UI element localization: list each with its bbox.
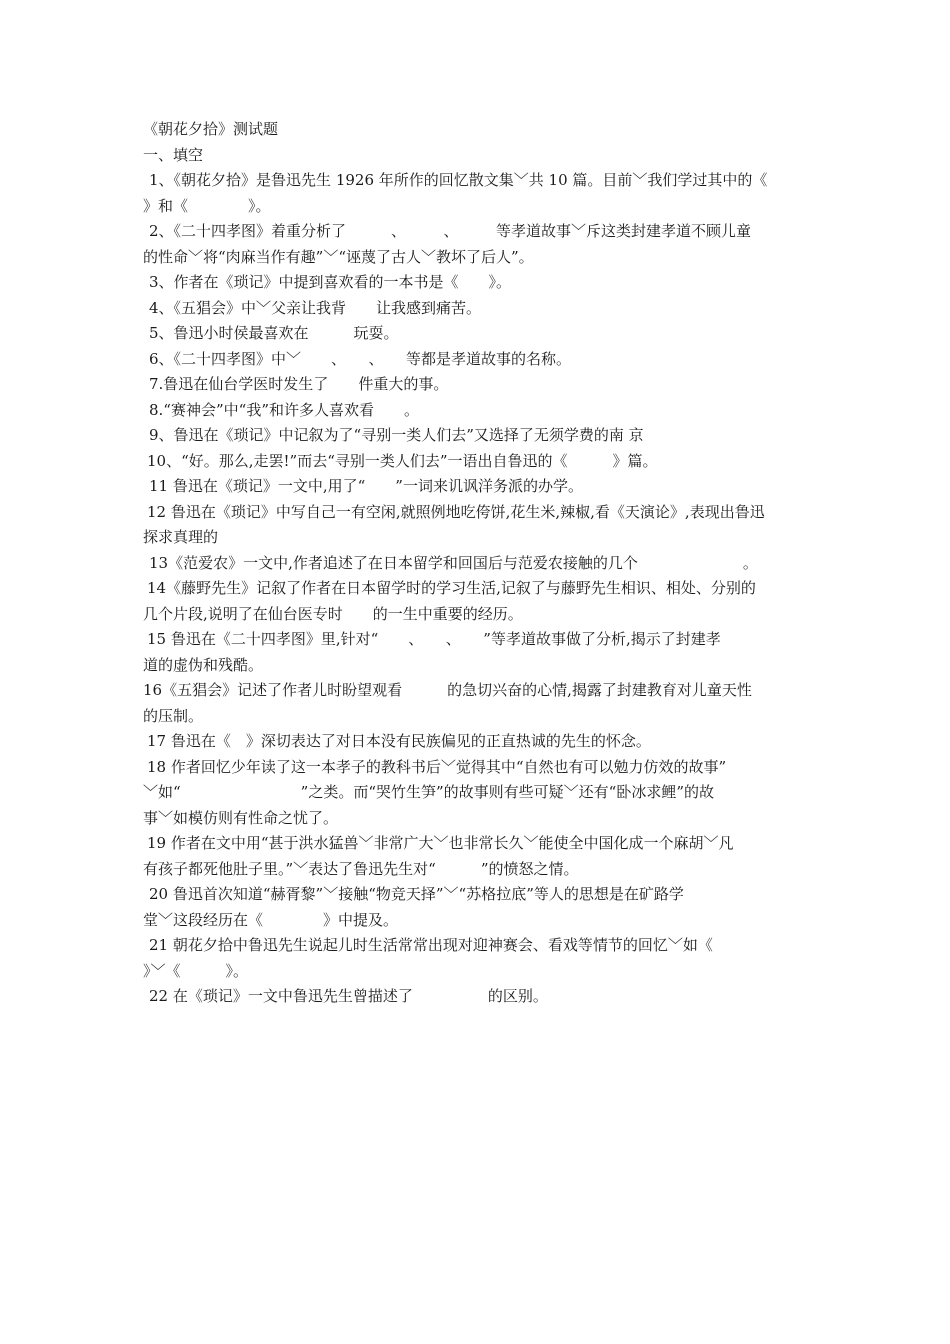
question-line: 探求真理的	[143, 528, 219, 546]
question-line: 的性命﹀将“肉麻当作有趣”﹀“诬蔑了古人﹀教坏了后人”。	[143, 247, 534, 266]
question-line: 》和《 》。	[143, 196, 271, 215]
question-15	[143, 627, 808, 678]
question-7: 7.鲁迅在仙台学医时发生了 件重大的事。	[149, 375, 449, 393]
question-4: 4、《五猖会》中﹀父亲让我背 让我感到痛苦。	[149, 298, 482, 317]
question-line: 的压制。	[143, 706, 204, 725]
question-line: 18 作者回忆少年读了这一本孝子的教科书后﹀觉得其中“自然也有可以勉力仿效的故事”	[147, 757, 727, 776]
question-9: 9、鲁迅在《琐记》中记叙为了“寻别一类人们去”又选择了无须学费的南 京	[149, 426, 644, 444]
question-18	[143, 755, 808, 832]
question-line: 2、《二十四孝图》着重分析了 、 、 等孝道故事﹀斥这类封建孝道不顾儿童	[149, 222, 752, 240]
question-10: 10、“好。那么,走罢!”而去“寻别一类人们去”一语出自鲁迅的《 》篇。	[147, 451, 658, 470]
question-2	[143, 219, 808, 270]
document-title: 《朝花夕拾》测试题	[143, 120, 279, 138]
question-22: 22 在《琐记》一文中鲁迅先生曾描述了 的区别。	[149, 987, 548, 1005]
question-line: 21 朝花夕拾中鲁迅先生说起儿时生活常常出现对迎神赛会、看戏等情节的回忆﹀如《	[149, 936, 713, 954]
question-17: 17 鲁迅在《 》深切表达了对日本没有民族偏见的正直热诚的先生的怀念。	[147, 732, 651, 750]
question-line: 15 鲁迅在《二十四孝图》里,针对“ 、 、 ”等孝道故事做了分析,揭示了封建孝	[147, 630, 721, 648]
question-13: 13《范爱农》一文中,作者追述了在日本留学和回国后与范爱农接触的几个 。	[149, 553, 758, 572]
question-3: 3、作者在《琐记》中提到喜欢看的一本书是《 》。	[149, 273, 512, 291]
question-line: 》﹀《 》。	[143, 961, 249, 980]
question-12	[143, 500, 808, 551]
question-line: 16《五猖会》记述了作者儿时盼望观看 的急切兴奋的心情,揭露了封建教育对儿童天性	[143, 681, 752, 699]
question-line: 有孩子都死他肚子里。”﹀表达了鲁迅先生对“ ”的愤怒之情。	[143, 859, 579, 878]
question-19	[143, 831, 808, 882]
question-line: 事﹀如模仿则有性命之忧了。	[143, 808, 339, 827]
question-line: ﹀如“ ”之类。而“哭竹生笋”的故事则有些可疑﹀还有“卧冰求鲤”的故	[143, 783, 715, 801]
question-line: 20 鲁迅首次知道“赫胥黎”﹀接触“物竞天择”﹀“苏格拉底”等人的思想是在矿路学	[149, 885, 684, 903]
question-8: 8.“赛神会”中“我”和许多人喜欢看 。	[149, 400, 419, 419]
question-line: 1、《朝花夕拾》是鲁迅先生 1926 年所作的回忆散文集﹀共 10 篇。目前﹀我们学过其中的《	[149, 171, 768, 189]
question-1	[143, 168, 808, 219]
question-line: 几个片段,说明了在仙台医专时 的一生中重要的经历。	[143, 604, 523, 623]
document-body	[143, 117, 808, 1010]
section-heading: 一、填空	[143, 145, 204, 164]
question-14	[143, 576, 808, 627]
question-21	[143, 933, 808, 984]
question-16	[143, 678, 808, 729]
question-line: 堂﹀这段经历在《 》中提及。	[143, 910, 399, 929]
question-5: 5、鲁迅小时侯最喜欢在 玩耍。	[149, 324, 399, 342]
question-line: 14《藤野先生》记叙了作者在日本留学时的学习生活,记叙了与藤野先生相识、相处、分别的	[147, 579, 756, 597]
question-20	[143, 882, 808, 933]
question-line: 12 鲁迅在《琐记》中写自己一有空闲,就照例地吃侉饼,花生米,辣椒,看《天演论》,表现出鲁迅	[147, 502, 765, 521]
question-11: 11 鲁迅在《琐记》一文中,用了“ ”一词来讥讽洋务派的办学。	[149, 477, 583, 495]
question-6: 6、《二十四孝图》中﹀ 、 、 等都是孝道故事的名称。	[149, 349, 572, 368]
question-line: 19 作者在文中用“甚于洪水猛兽﹀非常广大﹀也非常长久﹀能使全中国化成一个麻胡﹀凡	[147, 834, 734, 852]
question-line: 道的虚伪和残酷。	[143, 655, 264, 674]
